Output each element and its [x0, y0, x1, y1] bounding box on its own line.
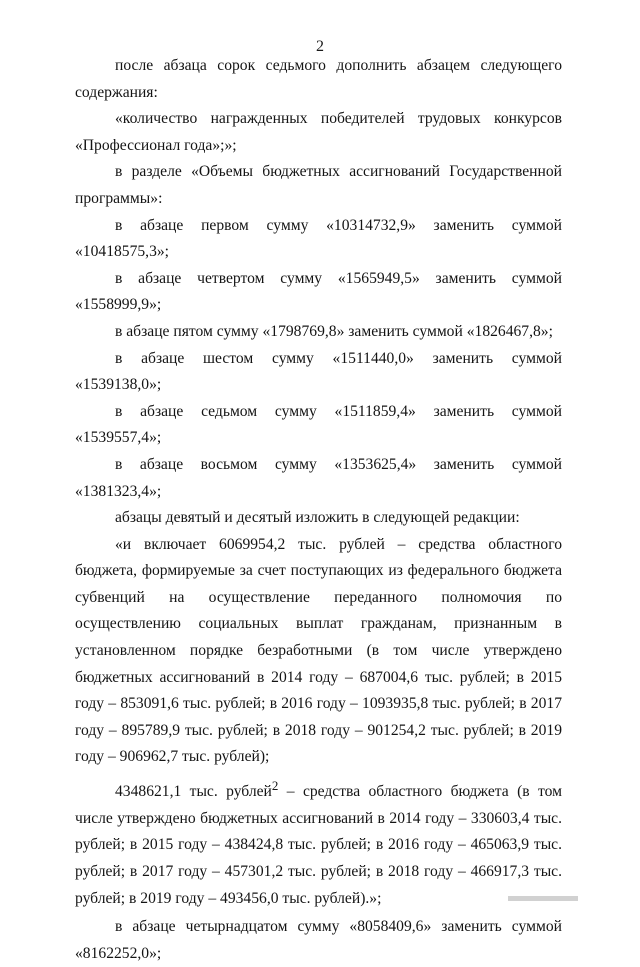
paragraph-8: в абзаце седьмом сумму «1511859,4» заменить суммой «1539557,4»; — [75, 402, 562, 447]
paragraph-3: в разделе «Объемы бюджетных ассигнований Государственной программы»: — [75, 163, 562, 207]
paragraph-5: в абзаце четвертом сумму «1565949,5» заменить суммой «1558999,9»; — [75, 269, 562, 314]
paragraph-9: в абзаце восьмом сумму «1353625,4» заменить суммой «1381323,4»; — [75, 455, 562, 500]
paragraph-2: «количество награжденных победителей трудовых конкурсов «Профессионал года»;»; — [75, 110, 562, 154]
footnote-marker: 2 — [271, 778, 279, 794]
para12-text: – средства областного бюджета (в том числе утверждено бюджетных ассигнований в 2014 году – 330603,4 тыс. рублей; в 2015 году – 438424,8 тыс. рублей; в 2016 году – 465063,9 тыс. рублей; в 2017 году – 457301,2 тыс. рублей; в 2018 году – 466917,3 тыс. рублей; в 2019 году – 493456,0 тыс. рублей).»; — [75, 783, 562, 907]
para12-amount: 4348621,1 тыс. рублей — [115, 783, 272, 801]
paragraph-13: в абзаце четырнадцатом сумму «8058409,6» заменить суммой «8162252,0»; — [75, 918, 562, 962]
paragraph-12 — [75, 773, 562, 912]
paragraph-11: «и включает 6069954,2 тыс. рублей – средства областного бюджета, формируемые за счет поступающих из федерального бюджета субвенций на осуществление переданного полномочия по осуществлению социальных выплат гражданам, признанным в установленном порядке безработными (в том числе утверждено бюджетных ассигнований в 2014 году – 687004,6 тыс. рублей; в 2015 году – 853091,6 тыс. рублей; в 2016 году – 1093935,8 тыс. рублей; в 2017 году – 895789,9 тыс. рублей; в 2018 году – 901254,2 тыс. рублей; в 2019 году – 906962,7 тыс. рублей); — [75, 535, 562, 766]
paragraph-10: абзацы девятый и десятый изложить в следующей редакции: — [115, 509, 520, 527]
document-body — [75, 53, 562, 967]
paragraph-6: в абзаце пятом сумму «1798769,8» заменить суммой «1826467,8»; — [115, 322, 553, 340]
page-number: 2 — [316, 38, 324, 55]
paragraph-4: в абзаце первом сумму «10314732,9» заменить суммой «10418575,3»; — [75, 216, 562, 261]
paragraph-7: в абзаце шестом сумму «1511440,0» заменить суммой «1539138,0»; — [75, 349, 562, 394]
paragraph-1: после абзаца сорок седьмого дополнить абзацем следующего содержания: — [75, 57, 562, 101]
scan-artifact — [508, 896, 578, 901]
